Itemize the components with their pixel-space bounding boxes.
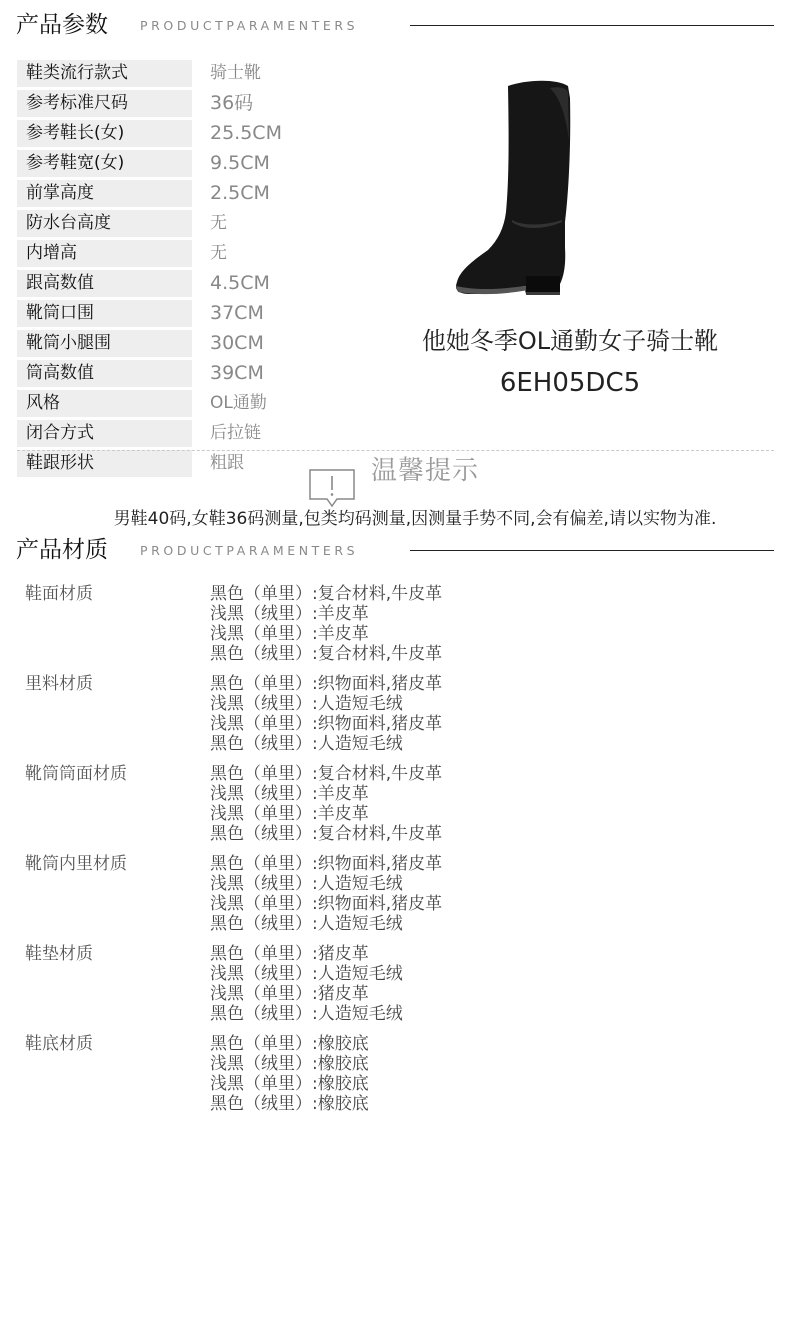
param-label: 鞋类流行款式 <box>17 60 192 87</box>
param-row <box>17 120 347 150</box>
param-row <box>17 360 347 390</box>
material-line: 浅黑（单里）:羊皮革 <box>210 804 369 824</box>
material-line: 黑色（单里）:猪皮革 <box>210 944 369 964</box>
material-line: 黑色（单里）:橡胶底 <box>210 1034 369 1054</box>
material-line: 浅黑（单里）:猪皮革 <box>210 984 369 1004</box>
material-line: 浅黑（绒里）:橡胶底 <box>210 1054 369 1074</box>
param-value: 36码 <box>210 92 254 114</box>
params-section-subtitle: PRODUCTPARAMENTERS <box>140 18 359 33</box>
section-divider-line <box>410 550 774 551</box>
param-value: 30CM <box>210 332 264 354</box>
param-label: 风格 <box>17 390 192 417</box>
material-line: 黑色（单里）:织物面料,猪皮革 <box>210 674 443 694</box>
param-value: 9.5CM <box>210 152 270 174</box>
section-divider-line <box>410 25 774 26</box>
product-name: 他她冬季OL通勤女子骑士靴 <box>421 327 719 355</box>
dashed-divider <box>17 450 774 451</box>
material-line: 黑色（单里）:复合材料,牛皮革 <box>210 584 443 604</box>
product-code: 6EH05DC5 <box>499 368 641 398</box>
material-line: 浅黑（单里）:织物面料,猪皮革 <box>210 894 443 914</box>
param-row <box>17 60 347 90</box>
param-row <box>17 180 347 210</box>
param-value: OL通勤 <box>210 393 267 413</box>
material-line: 浅黑（单里）:橡胶底 <box>210 1074 369 1094</box>
material-group <box>25 1034 765 1124</box>
param-label: 内增高 <box>17 240 192 267</box>
material-label: 鞋底材质 <box>25 1034 93 1054</box>
materials-list <box>25 584 765 1124</box>
material-label: 里料材质 <box>25 674 93 694</box>
tip-text: 男鞋40码,女鞋36码测量,包类均码测量,因测量手势不同,会有偏差,请以实物为准. <box>113 509 717 529</box>
param-row <box>17 450 347 480</box>
param-label: 参考标准尺码 <box>17 90 192 117</box>
param-label: 靴筒小腿围 <box>17 330 192 357</box>
material-line: 浅黑（绒里）:羊皮革 <box>210 784 369 804</box>
params-section-title: 产品参数 <box>16 12 108 38</box>
material-group <box>25 764 765 854</box>
material-label: 靴筒内里材质 <box>25 854 127 874</box>
param-label: 参考鞋长(女) <box>17 120 192 147</box>
material-line: 浅黑（绒里）:羊皮革 <box>210 604 369 624</box>
material-line: 浅黑（绒里）:人造短毛绒 <box>210 964 403 984</box>
material-line: 黑色（绒里）:人造短毛绒 <box>210 914 403 934</box>
param-label: 闭合方式 <box>17 420 192 447</box>
material-label: 靴筒筒面材质 <box>25 764 127 784</box>
param-label: 防水台高度 <box>17 210 192 237</box>
param-row <box>17 210 347 240</box>
param-value: 骑士靴 <box>210 63 261 83</box>
param-value: 粗跟 <box>210 453 244 473</box>
material-label: 鞋垫材质 <box>25 944 93 964</box>
material-line: 黑色（绒里）:复合材料,牛皮革 <box>210 644 443 664</box>
material-line: 黑色（单里）:复合材料,牛皮革 <box>210 764 443 784</box>
param-value: 2.5CM <box>210 182 270 204</box>
tip-title: 温馨提示 <box>371 456 480 486</box>
materials-section-title: 产品材质 <box>16 537 108 563</box>
material-line: 黑色（绒里）:人造短毛绒 <box>210 734 403 754</box>
param-label: 参考鞋宽(女) <box>17 150 192 177</box>
param-label: 筒高数值 <box>17 360 192 387</box>
param-value: 25.5CM <box>210 122 282 144</box>
materials-section-header <box>16 535 774 565</box>
param-value: 无 <box>210 213 227 233</box>
param-value: 39CM <box>210 362 264 384</box>
materials-section-subtitle: PRODUCTPARAMENTERS <box>140 543 359 558</box>
material-label: 鞋面材质 <box>25 584 93 604</box>
material-line: 黑色（单里）:织物面料,猪皮革 <box>210 854 443 874</box>
param-label: 鞋跟形状 <box>17 450 192 477</box>
material-line: 黑色（绒里）:人造短毛绒 <box>210 1004 403 1024</box>
param-row <box>17 240 347 270</box>
param-row <box>17 270 347 300</box>
material-line: 浅黑（绒里）:人造短毛绒 <box>210 694 403 714</box>
material-line: 浅黑（单里）:织物面料,猪皮革 <box>210 714 443 734</box>
material-group <box>25 944 765 1034</box>
param-row <box>17 90 347 120</box>
params-table <box>17 60 347 480</box>
param-value: 后拉链 <box>210 423 261 443</box>
param-row <box>17 300 347 330</box>
material-line: 黑色（绒里）:橡胶底 <box>210 1094 369 1114</box>
material-line: 黑色（绒里）:复合材料,牛皮革 <box>210 824 443 844</box>
params-section-header <box>16 10 774 40</box>
param-row <box>17 150 347 180</box>
material-group <box>25 854 765 944</box>
param-label: 跟高数值 <box>17 270 192 297</box>
exclamation-bubble-icon <box>309 469 355 509</box>
param-label: 靴筒口围 <box>17 300 192 327</box>
param-label: 前掌高度 <box>17 180 192 207</box>
product-boot-image <box>452 80 574 300</box>
material-line: 浅黑（单里）:羊皮革 <box>210 624 369 644</box>
param-row <box>17 390 347 420</box>
material-group <box>25 674 765 764</box>
param-value: 无 <box>210 243 227 263</box>
material-group <box>25 584 765 674</box>
param-value: 4.5CM <box>210 272 270 294</box>
param-row <box>17 420 347 450</box>
param-row <box>17 330 347 360</box>
param-value: 37CM <box>210 302 264 324</box>
material-line: 浅黑（绒里）:人造短毛绒 <box>210 874 403 894</box>
